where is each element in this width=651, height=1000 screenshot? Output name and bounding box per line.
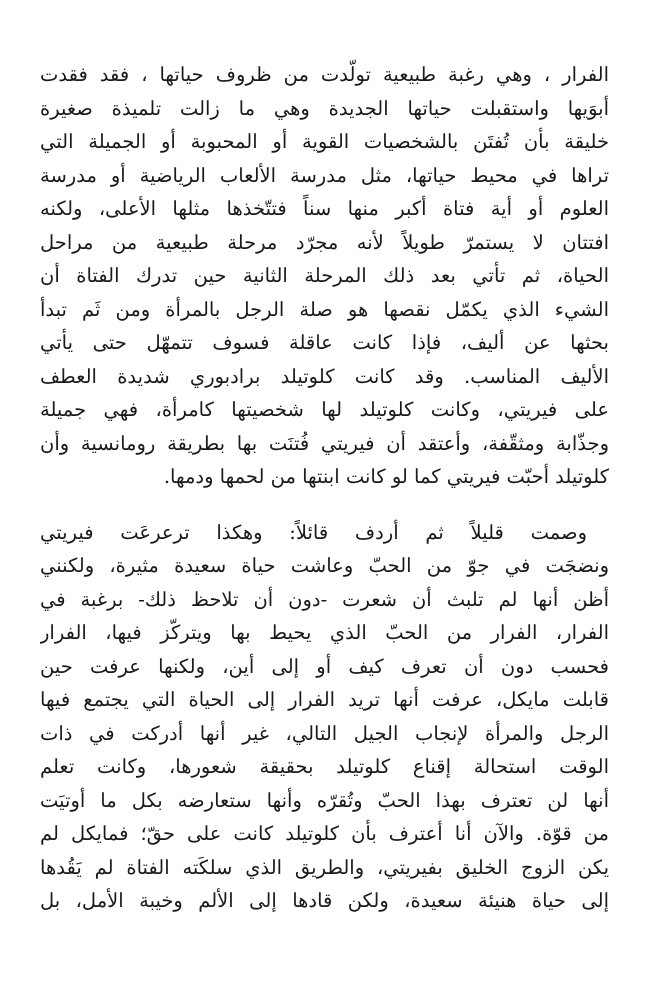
text-line: قابلت مايكل، عرفت أنها تريد الفرار إلى الحياة التي يجتمع فيها: [40, 688, 609, 711]
text-line: على فيريتي، وكانت كلوتيلد لها شخصيتها كامرأة، فهي جميلة: [40, 398, 609, 421]
text-line: الفرار ، وهي رغبة طبيعية تولّدت من ظروف حياتها ، فقد فقدت: [40, 63, 609, 86]
text-line: يكن الزوج الخليق بفيريتي، والطريق الذي سلكَته الفتاة لم يَقُدها: [40, 855, 609, 879]
text-line: العلوم أو أية فتاة أكبر منها سناً فتتّخذها مثلها الأعلى، ولكنه: [40, 197, 609, 220]
text-line: أبوَيها واستقبلت حياتها الجديدة وهي ما زالت تلميذة صغيرة: [40, 96, 609, 120]
paragraph-gap: [40, 494, 609, 516]
text-line: الوقت استحالة إقناع كلوتيلد بحقيقة شعورها، وكانت تعلم: [40, 755, 609, 778]
text-line: الشيء الذي يكمّل نقصها هو صلة الرجل بالمرأة ومن ثَم تبدأ: [40, 297, 609, 321]
text-line: وجذّابة ومثقّفة، وأعتقد أن فيريتي فُتنَت بها بطريقة رومانسية وأن: [40, 431, 609, 455]
text-line: أظن أنها لم تلبث أن شعرت -دون أن تلاحظ ذلك- برغبة في: [40, 587, 609, 611]
text-line: الفرار، الفرار من الحبّ الذي يحيط بها ويتركّز فيها، الفرار: [40, 621, 609, 644]
text-line: وصمت قليلاً ثم أردف قائلاً: وهكذا ترعرعَت فيريتي: [40, 520, 587, 544]
text-line: الحياة، ثم تأتي بعد ذلك المرحلة الثانية حين تدرك الفتاة أن: [40, 264, 609, 287]
text-line: الرجل والمرأة لإنجاب الجيل التالي، غير أنها أدركت في ذات: [40, 721, 609, 745]
text-line: أنها لن تعترف بهذا الحبّ وتُقرّه وأنها ستعارضه بكل ما أوتيَت: [40, 788, 609, 812]
text-line: إلى حياة هنيئة سعيدة، ولكن قادها إلى الألم وخيبة الأمل، بل: [40, 889, 609, 912]
paragraph-1: [40, 58, 609, 494]
text-line: كلوتيلد أحبّت فيريتي كما لو كانت ابنتها من لحمها ودمها.: [163, 465, 609, 488]
text-line: ونضجَت في جوّ من الحبّ وعاشت حياة سعيدة مثيرة، ولكنني: [40, 554, 609, 577]
text-line: خليقة بأن تُفتَن بالشخصيات القوية أو المحبوبة أو الجميلة التي: [40, 130, 609, 153]
text-line: بحثها عن أليف، فإذا كانت عاقلة فسوف تتمهّل حتى يأتي: [40, 331, 609, 354]
text-line: افتتان لا يستمرّ طويلاً لأنه مجرّد مرحلة طبيعية من مراحل: [40, 230, 609, 254]
text-line: من قوّة. والآن أنا أعترف بأن كلوتيلد كانت على حقّ؛ فمايكل لم: [40, 822, 609, 845]
text-line: فحسب دون أن تعرف كيف أو إلى أين، ولكنها عرفت حين: [40, 654, 609, 678]
text-line: تراها في محيط حياتها، مثل مدرسة الألعاب الرياضية أو مدرسة: [40, 163, 609, 187]
paragraph-2: [40, 516, 609, 918]
text-line: الأليف المناسب. وقد كانت كلوتيلد برادبوري شديدة العطف: [40, 364, 609, 388]
